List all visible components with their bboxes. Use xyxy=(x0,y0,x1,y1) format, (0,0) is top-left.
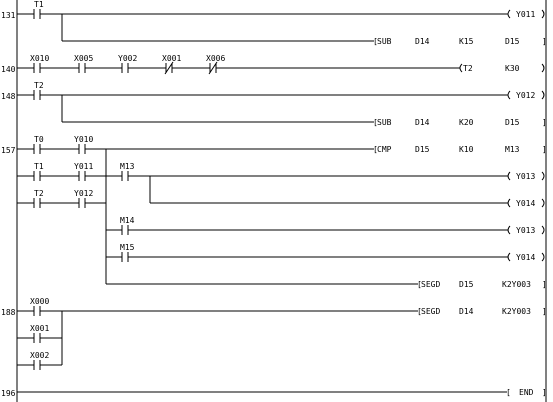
applied-instr-bracket: ] xyxy=(542,37,547,46)
coil-label: Y014 xyxy=(516,199,536,208)
applied-instr-bracket: [ xyxy=(373,37,378,46)
contact-label: X002 xyxy=(30,351,50,360)
applied-op: SEGD xyxy=(421,307,441,316)
applied-op: CMP xyxy=(377,145,392,154)
applied-operand: K20 xyxy=(459,118,474,127)
svg-text:[: [ xyxy=(506,388,511,397)
rung-140 xyxy=(17,54,544,74)
contact-label: T1 xyxy=(34,0,44,9)
applied-op: SUB xyxy=(377,118,392,127)
svg-text:]: ] xyxy=(542,145,547,154)
svg-text:[: [ xyxy=(417,307,422,316)
contact-label: T2 xyxy=(34,189,44,198)
applied-operand: K2Y003 xyxy=(502,280,531,289)
contact-label: X005 xyxy=(74,54,94,63)
rung-148 xyxy=(17,81,547,127)
contact-label: X001 xyxy=(30,324,50,333)
rung-157 xyxy=(17,135,547,289)
contact-label: M13 xyxy=(120,162,135,171)
contact-label: Y002 xyxy=(118,54,138,63)
applied-operand: D14 xyxy=(415,118,430,127)
rung-196 xyxy=(17,388,547,397)
applied-operand: D15 xyxy=(415,145,430,154)
contact-label: X010 xyxy=(30,54,50,63)
step-number: 196 xyxy=(1,389,16,398)
step-number: 131 xyxy=(1,11,16,20)
applied-op: SUB xyxy=(377,37,392,46)
step-number: 148 xyxy=(1,92,16,101)
contact-label: X001 xyxy=(162,54,182,63)
svg-text:[: [ xyxy=(417,280,422,289)
svg-text:]: ] xyxy=(542,307,547,316)
step-number: 188 xyxy=(1,308,16,317)
coil-left-arc xyxy=(508,10,510,18)
applied-operand: D15 xyxy=(505,37,520,46)
contact-label: X000 xyxy=(30,297,50,306)
contact-label: M15 xyxy=(120,243,135,252)
contact-label: T2 xyxy=(34,81,44,90)
contact-no xyxy=(34,9,40,19)
contact-label: M14 xyxy=(120,216,135,225)
svg-text:[: [ xyxy=(373,145,378,154)
end-instruction: END xyxy=(519,388,534,397)
applied-operand: M13 xyxy=(505,145,520,154)
step-number: 157 xyxy=(1,146,16,155)
svg-text:]: ] xyxy=(542,280,547,289)
coil-label: Y011 xyxy=(516,10,536,19)
contact-label: T0 xyxy=(34,135,44,144)
contact-label: Y010 xyxy=(74,135,94,144)
contact-label: Y011 xyxy=(74,162,94,171)
contact-label: T1 xyxy=(34,162,44,171)
applied-operand: D15 xyxy=(459,280,474,289)
svg-text:]: ] xyxy=(542,388,547,397)
timer-preset: K30 xyxy=(505,64,520,73)
applied-operand: K15 xyxy=(459,37,474,46)
contact-label: Y012 xyxy=(74,189,94,198)
rung-188 xyxy=(17,297,547,370)
contact-label: X006 xyxy=(206,54,226,63)
svg-text:[: [ xyxy=(373,118,378,127)
coil-label: Y013 xyxy=(516,226,536,235)
svg-text:]: ] xyxy=(542,118,547,127)
timer-coil-label: T2 xyxy=(463,64,473,73)
rung-131 xyxy=(17,0,547,46)
applied-operand: K10 xyxy=(459,145,474,154)
coil-label: Y014 xyxy=(516,253,536,262)
coil-label: Y012 xyxy=(516,91,536,100)
applied-op: SEGD xyxy=(421,280,441,289)
applied-operand: K2Y003 xyxy=(502,307,531,316)
step-number: 140 xyxy=(1,65,16,74)
applied-operand: D14 xyxy=(459,307,474,316)
applied-operand: D14 xyxy=(415,37,430,46)
coil-label: Y013 xyxy=(516,172,536,181)
applied-operand: D15 xyxy=(505,118,520,127)
coil-right-arc xyxy=(542,10,544,18)
